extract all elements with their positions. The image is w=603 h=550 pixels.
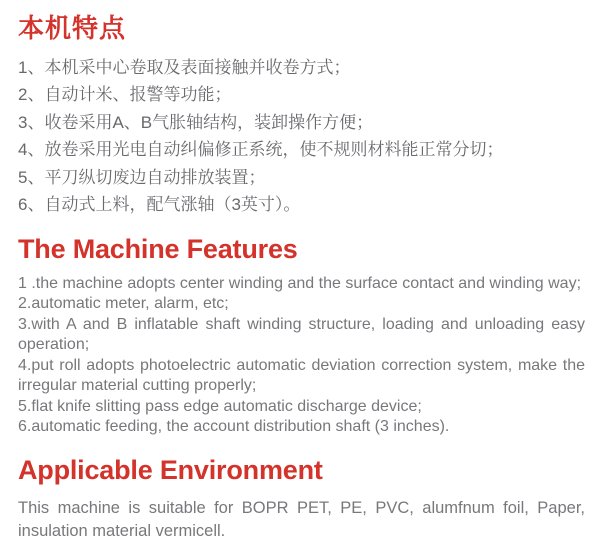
- en-feature-item-3: 3.with A and B inflatable shaft winding structure, loading and unloading easy operation;: [18, 315, 585, 354]
- cn-features-heading: 本机特点: [18, 13, 127, 43]
- section-machine-features-en: [18, 234, 585, 438]
- en-feature-item-4: 4.put roll adopts photoelectric automatic deviation correction system, make the irregular material cutting properly;: [18, 356, 585, 395]
- cn-feature-item-2: 2、自动计米、报警等功能；: [18, 85, 232, 105]
- cn-feature-item-3: 3、收卷采用A、B气胀轴结构，装卸操作方便；: [18, 112, 374, 132]
- en-feature-item-2: 2.automatic meter, alarm, etc;: [18, 295, 229, 313]
- cn-feature-item-6: 6、自动式上料，配气涨轴（3英寸）。: [18, 195, 301, 215]
- en-feature-item-6: 6.automatic feeding, the account distribution shaft (3 inches).: [18, 418, 450, 436]
- cn-feature-item-4: 4、放卷采用光电自动纠偏修正系统，使不规则材料能正常分切；: [18, 140, 504, 160]
- en-feature-item-5: 5.flat knife slitting pass edge automatic discharge device;: [18, 397, 422, 415]
- section-applicable-environment: [18, 455, 585, 543]
- environment-paragraph: This machine is suitable for BOPR PET, PE, PVC, alumfnum foil, Paper, insulation material vermicell.: [18, 498, 585, 540]
- environment-heading: Applicable Environment: [18, 454, 323, 485]
- section-machine-features-cn: [18, 14, 585, 219]
- en-features-list: [18, 274, 585, 438]
- cn-feature-item-5: 5、平刀纵切废边自动排放装置；: [18, 167, 266, 187]
- en-feature-item-1: 1 .the machine adopts center winding and the surface contact and winding way;: [18, 274, 582, 292]
- en-features-heading: The Machine Features: [18, 233, 298, 264]
- cn-features-list: [18, 54, 585, 219]
- cn-feature-item-1: 1、本机采中心卷取及表面接触并收卷方式；: [18, 57, 351, 77]
